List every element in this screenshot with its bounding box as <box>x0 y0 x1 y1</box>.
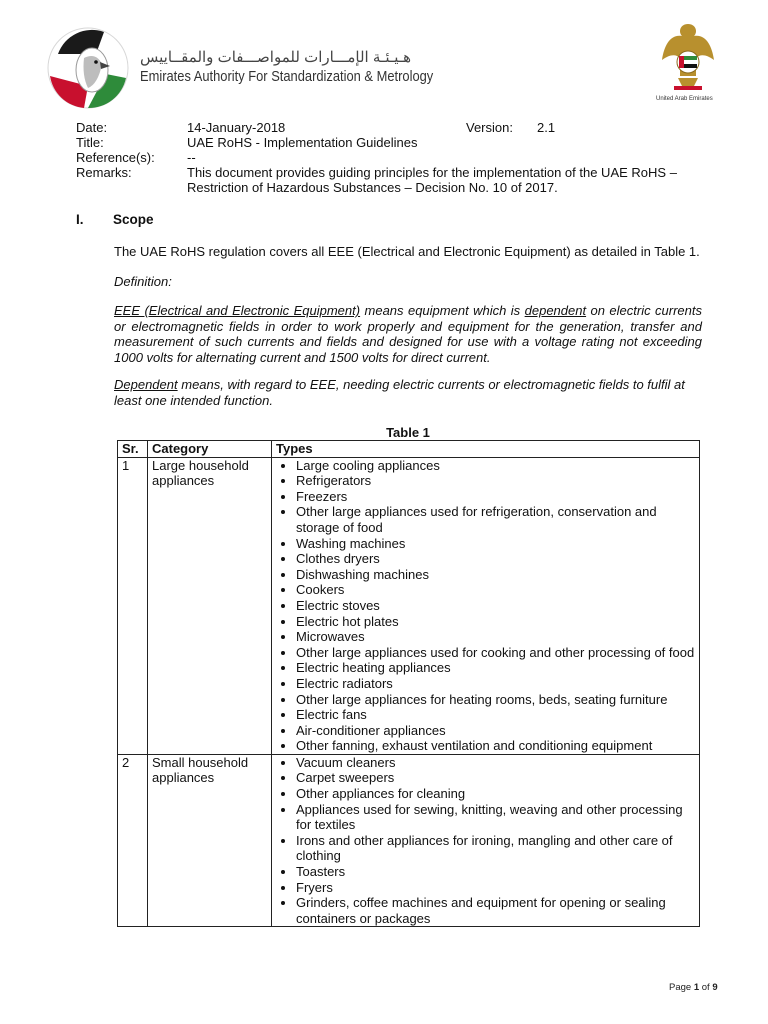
type-item: • Electric stoves <box>296 598 695 614</box>
type-item: • Clothes dryers <box>296 551 695 567</box>
table-header-row <box>118 441 700 458</box>
page-prefix: Page <box>669 982 694 993</box>
type-item: • Vacuum cleaners <box>296 755 695 771</box>
type-item: • Microwaves <box>296 629 695 645</box>
date-value: 14-January-2018 <box>187 120 286 135</box>
scope-intro: The UAE RoHS regulation covers all EEE (Electrical and Electronic Equipment) as detailed in Table 1. <box>114 244 700 259</box>
table-row <box>118 457 700 754</box>
version-value: 2.1 <box>537 120 556 135</box>
org-name-english: Emirates Authority For Standardization & Metrology <box>140 68 434 85</box>
header-sr: Sr. <box>118 441 148 458</box>
eee-text-rest: on electric currents or electromagnetic fields in order to work properly and equipment for the generation, transfer and measurement of such currents and fields and designed for use with a voltage rating not exceeding 1000 volts for alternating current and 1500 volts for direct current. <box>114 303 702 365</box>
esma-logo <box>44 24 132 112</box>
eee-term: EEE (Electrical and Electronic Equipment) <box>114 303 361 318</box>
row-sr: 1 <box>118 457 148 754</box>
row-types <box>272 754 700 927</box>
row-category: Large household appliances <box>148 457 272 754</box>
type-item: • Other large appliances used for cooking and other processing of food <box>296 645 695 661</box>
type-item: • Electric fans <box>296 707 695 723</box>
dependent-term: Dependent <box>114 377 178 392</box>
type-item: • Electric radiators <box>296 676 695 692</box>
table-caption: Table 1 <box>386 425 430 440</box>
title-label: Title: <box>76 135 104 150</box>
page-current: 1 <box>693 982 700 993</box>
reference-label: Reference(s): <box>76 150 155 165</box>
type-item: • Electric hot plates <box>296 614 695 630</box>
type-item: • Electric heating appliances <box>296 660 695 676</box>
eee-definition <box>114 303 702 365</box>
type-item: • Carpet sweepers <box>296 770 695 786</box>
dependent-text-rest: means, with regard to EEE, needing electric currents or electromagnetic fields to fulfil at least one intended function. <box>114 377 685 408</box>
remarks-line-1: This document provides guiding principles for the implementation of the UAE RoHS – <box>187 165 677 180</box>
remarks-line-2: Restriction of Hazardous Substances – Decision No. 10 of 2017. <box>187 180 558 195</box>
type-item: • Irons and other appliances for ironing, mangling and other care of clothing <box>296 833 695 864</box>
table-row <box>118 754 700 927</box>
page-of: of <box>699 982 713 993</box>
type-item: • Other large appliances used for refrigeration, conservation and storage of food <box>296 504 695 535</box>
page-total: 9 <box>712 982 718 993</box>
type-item: • Toasters <box>296 864 695 880</box>
org-name-arabic: هـيـئـة الإمـــارات للمواصـــفات والمقــاييس <box>140 49 412 66</box>
row-sr: 2 <box>118 754 148 927</box>
type-item: • Other appliances for cleaning <box>296 786 695 802</box>
types-list <box>276 458 695 754</box>
row-types <box>272 457 700 754</box>
row-category: Small household appliances <box>148 754 272 927</box>
type-item: • Freezers <box>296 489 695 505</box>
eee-dependent-term: dependent <box>524 303 587 318</box>
type-item: • Washing machines <box>296 536 695 552</box>
categories-table <box>117 440 700 927</box>
uae-emblem <box>660 20 716 92</box>
type-item: • Grinders, coffee machines and equipment for opening or sealing containers or packages <box>296 895 695 926</box>
type-item: • Other fanning, exhaust ventilation and conditioning equipment <box>296 738 695 754</box>
header-types: Types <box>272 441 700 458</box>
type-item: • Refrigerators <box>296 473 695 489</box>
reference-value: -- <box>187 150 196 165</box>
title-value: UAE RoHS - Implementation Guidelines <box>187 135 418 150</box>
type-item: • Appliances used for sewing, knitting, weaving and other processing for textiles <box>296 802 695 833</box>
type-item: • Large cooling appliances <box>296 458 695 474</box>
eee-text-mid: means equipment which is <box>360 303 525 318</box>
section-number: I. <box>76 212 84 227</box>
uae-caption: United Arab Emirates <box>656 96 713 102</box>
types-list <box>276 755 695 927</box>
remarks-label: Remarks: <box>76 165 132 180</box>
type-item: • Air-conditioner appliances <box>296 723 695 739</box>
dependent-definition <box>114 377 702 408</box>
type-item: • Cookers <box>296 582 695 598</box>
type-item: • Other large appliances for heating rooms, beds, seating furniture <box>296 692 695 708</box>
header-category: Category <box>148 441 272 458</box>
type-item: • Dishwashing machines <box>296 567 695 583</box>
section-title: Scope <box>113 212 154 227</box>
page-number <box>669 982 718 993</box>
version-label: Version: <box>466 120 513 135</box>
type-item: • Fryers <box>296 880 695 896</box>
date-label: Date: <box>76 120 108 135</box>
definition-label: Definition: <box>114 274 172 289</box>
